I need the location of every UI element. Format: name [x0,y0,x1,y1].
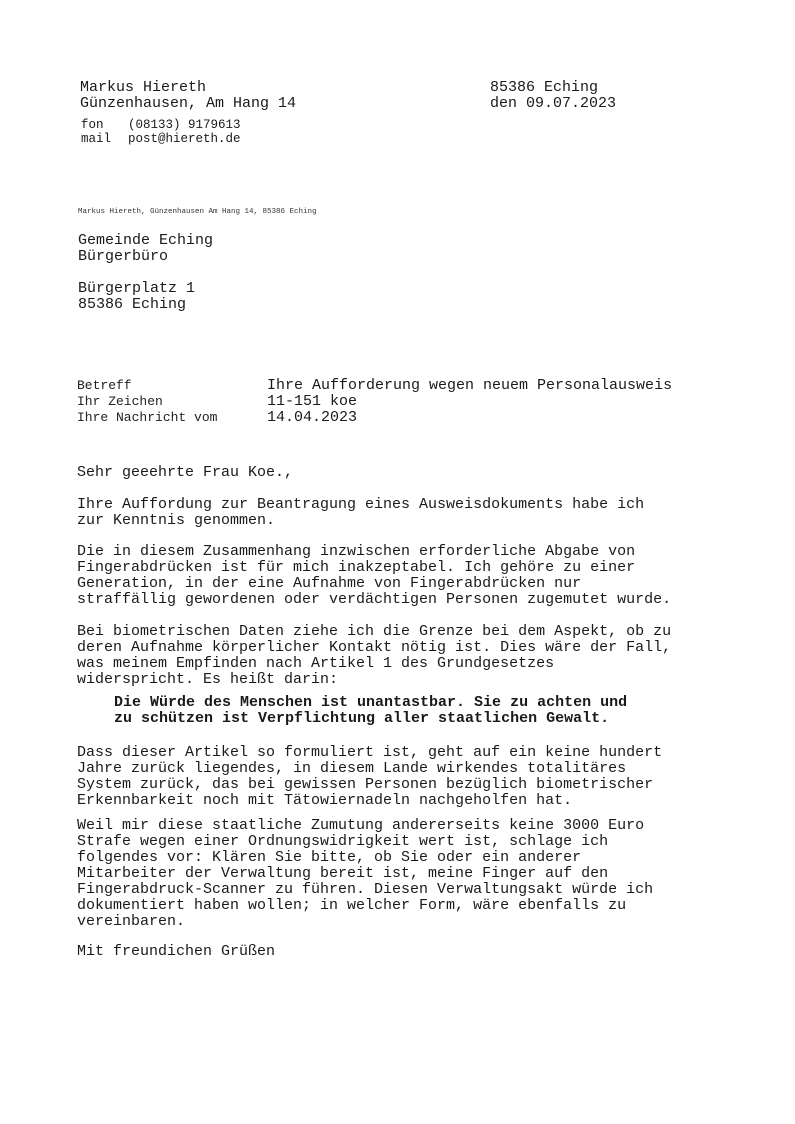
letter-date: den 09.07.2023 [490,95,617,112]
paragraph-5-line: Strafe wegen einer Ordnungswidrigkeit wert ist, schlage ich [77,833,609,850]
recipient-line-1: Gemeinde Eching [78,232,214,249]
return-address-line: Markus Hiereth, Günzenhausen Am Hang 14, 85386 Eching [78,208,317,216]
paragraph-4-line: Dass dieser Artikel so formuliert ist, geht auf ein keine hundert [77,744,663,761]
paragraph-4-line: Jahre zurück liegendes, in diesem Lande wirkendes totalitäres [77,760,627,777]
sender-address: Günzenhausen, Am Hang 14 [80,95,297,112]
closing: Mit freundichen Grüßen [77,943,276,960]
paragraph-5-line: vereinbaren. [77,913,186,930]
phone-number: (08133) 9179613 [128,118,241,132]
mail-label: mail [81,132,112,146]
message-date-label: Ihre Nachricht vom [77,410,218,425]
paragraph-2-line: Die in diesem Zusammenhang inzwischen erforderliche Abgabe von [77,543,636,560]
recipient-line-3: Bürgerplatz 1 [78,280,196,297]
paragraph-2-line: straffällig gewordenen oder verdächtigen Personen zugemutet wurde. [77,591,672,608]
paragraph-2-line: Generation, in der eine Aufnahme von Fingerabdrücken nur [77,575,582,592]
paragraph-4-line: Erkennbarkeit noch mit Tätowiernadeln nachgeholfen hat. [77,792,573,809]
paragraph-5-line: Weil mir diese staatliche Zumutung andererseits keine 3000 Euro [77,817,645,834]
recipient-line-2: Bürgerbüro [78,248,169,265]
paragraph-3-line: deren Aufnahme körperlicher Kontakt nötig ist. Dies wäre der Fall, [77,639,672,656]
salutation: Sehr geeehrte Frau Koe., [77,464,294,481]
mail-address: post@hiereth.de [128,132,241,146]
paragraph-3-line: was meinem Empfinden nach Artikel 1 des Grundgesetzes [77,655,555,672]
quote-line: zu schützen ist Verpflichtung aller staatlichen Gewalt. [114,710,610,727]
sign-label: Ihr Zeichen [77,394,163,409]
paragraph-5-line: folgendes vor: Klären Sie bitte, ob Sie oder ein anderer [77,849,582,866]
subject-label: Betreff [77,378,132,393]
paragraph-3-line: widerspricht. Es heißt darin: [77,671,339,688]
paragraph-1-line: zur Kenntnis genommen. [77,512,276,529]
message-date: 14.04.2023 [267,409,358,426]
paragraph-4-line: System zurück, das bei gewissen Personen bezüglich biometrischer [77,776,654,793]
paragraph-5-line: dokumentiert haben wollen; in welcher Form, wäre ebenfalls zu [77,897,627,914]
subject: Ihre Aufforderung wegen neuem Personalausweis [267,377,673,394]
recipient-line-4: 85386 Eching [78,296,187,313]
paragraph-5-line: Mitarbeiter der Verwaltung bereit ist, meine Finger auf den [77,865,609,882]
paragraph-2-line: Fingerabdrücken ist für mich inakzeptabel. Ich gehöre zu einer [77,559,636,576]
paragraph-1-line: Ihre Auffordung zur Beantragung eines Ausweisdokuments habe ich [77,496,645,513]
paragraph-5-line: Fingerabdruck-Scanner zu führen. Diesen Verwaltungsakt würde ich [77,881,654,898]
sender-name: Markus Hiereth [80,79,207,96]
quote-line: Die Würde des Menschen ist unantastbar. Sie zu achten und [114,694,628,711]
reference-sign: 11-151 koe [267,393,358,410]
phone-label: fon [81,118,104,132]
place: 85386 Eching [490,79,599,96]
paragraph-3-line: Bei biometrischen Daten ziehe ich die Grenze bei dem Aspekt, ob zu [77,623,672,640]
